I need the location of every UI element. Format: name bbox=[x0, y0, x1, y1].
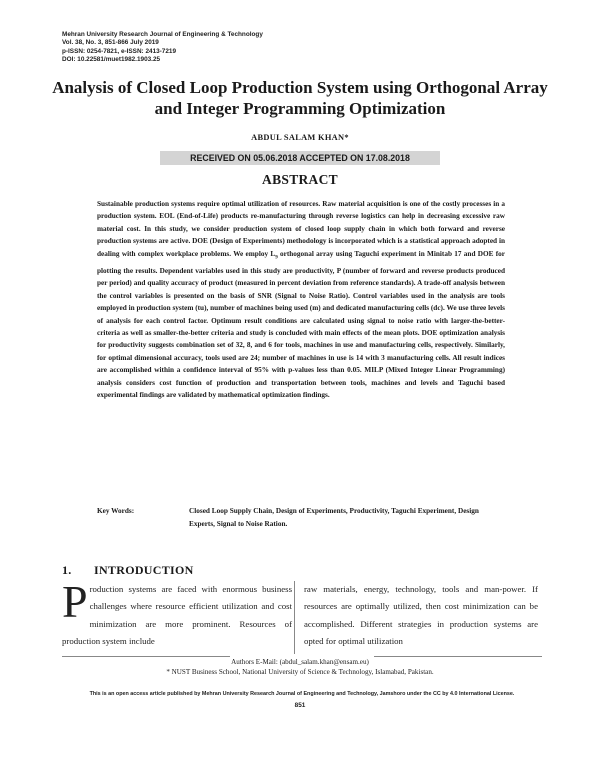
abstract-body bbox=[97, 198, 505, 402]
abstract-heading: ABSTRACT bbox=[262, 172, 338, 187]
author-email: Authors E-Mail: (abdul_salam.khan@ensam.eu) bbox=[231, 658, 369, 666]
journal-doi: DOI: 10.22581/muet1982.1903.25 bbox=[62, 55, 161, 63]
section-title: INTRODUCTION bbox=[94, 563, 194, 577]
paper-title: Analysis of Closed Loop Production System using Orthogonal Array and Integer Programming Optimization bbox=[52, 78, 548, 118]
section-number: 1. bbox=[62, 563, 72, 577]
keywords-text: Closed Loop Supply Chain, Design of Experiments, Productivity, Taguchi Experiment, Design Experts, Signal to Noise Ration. bbox=[189, 507, 479, 528]
abstract-text-part-1: Sustainable production systems require optimal utilization of resources. Raw material acquisition is one of the costly processes in a production system. EOL (End-of-Life) products re-manufacturing through reverse logistics can help in decreasing excessive raw material cost. In this study, we consider production system of closed loop supply chain in which both forward and reverse production systems are active. DOE (Design of Experiments) methodology is incorporated which is a statistical approach adopted in dealing with complex workplace problems. We employ L bbox=[97, 200, 505, 258]
intro-left-text: roduction systems are faced with enormous business challenges where resource efficient utilization and cost minimization are more prominent. Resources of production system include bbox=[62, 584, 292, 646]
journal-issn: p-ISSN: 0254-7821, e-ISSN: 2413-7219 bbox=[62, 47, 177, 55]
page-number: 851 bbox=[294, 702, 306, 709]
section-heading-introduction bbox=[62, 563, 362, 578]
column-divider bbox=[294, 581, 295, 654]
author-name: ABDUL SALAM KHAN* bbox=[251, 133, 349, 142]
license-notice: This is an open access article published by Mehran University Research Journal of Engineering and Technology, Jamshoro under the CC by 4.0 International License. bbox=[89, 691, 515, 697]
received-accepted-banner: RECEIVED ON 05.06.2018 ACCEPTED ON 17.08.2018 bbox=[160, 151, 440, 165]
keywords bbox=[97, 505, 505, 530]
journal-header bbox=[62, 31, 362, 64]
keywords-label: Key Words: bbox=[97, 507, 135, 515]
abstract-subscript: 9 bbox=[275, 255, 278, 261]
abstract-text-part-2: orthogonal array using Taguchi experiment in Minitab 17 and DOE for plotting the results. Dependent variables used in this study are productivity, P (number of forward and reverse products produced per period) and quality accuracy of product (measured in percent deviation from reference standards). A trade-off analysis between the control variables is presented on the basis of SNR (Signal to Noise Ratio). Control variables used in the analysis are tools employed in production system (tu), number of machines being used (m) and dedicated manufacturing cells (dc). We use three levels of analysis for each control factor. Optimum result conditions are calculated using signal to noise ratio with larger-the-better-criteria as well as smaller-the-better criteria and study is concluded with main effects of the mean plots. DOE optimization analysis for productivity suggests combination set of 32, 8, and 6 for tools, machines in use and manufacturing cells, respectively. Similarly, for optimal dimensional accuracy, tools used are 24; number of machines in use is 14 with 3 manufacturing cells. All result indices are accomplished within a confidence interval of 95% with p-values less than 0.05. MILP (Mixed Integer Linear Programming) analysis considers cost function of production and transportation between tools, machines and levels and Taguchi based experimental findings are validated by mathematical optimization findings. bbox=[97, 249, 505, 400]
journal-name: Mehran University Research Journal of Engineering & Technology bbox=[62, 31, 263, 38]
intro-right-column bbox=[304, 581, 538, 650]
intro-right-text: raw materials, energy, technology, tools and man-power. If resources are optimally utilized, then cost minimization can be accomplished. Different strategies in production systems are opted for optimal utilization bbox=[304, 584, 538, 646]
intro-left-column bbox=[62, 576, 292, 650]
intro-dropcap: P bbox=[62, 576, 88, 627]
author-affiliation: * NUST Business School, National University of Science & Technology, Islamabad, Pakistan. bbox=[166, 668, 434, 676]
journal-volume: Vol. 38, No. 3, 851-866 July 2019 bbox=[62, 39, 159, 47]
